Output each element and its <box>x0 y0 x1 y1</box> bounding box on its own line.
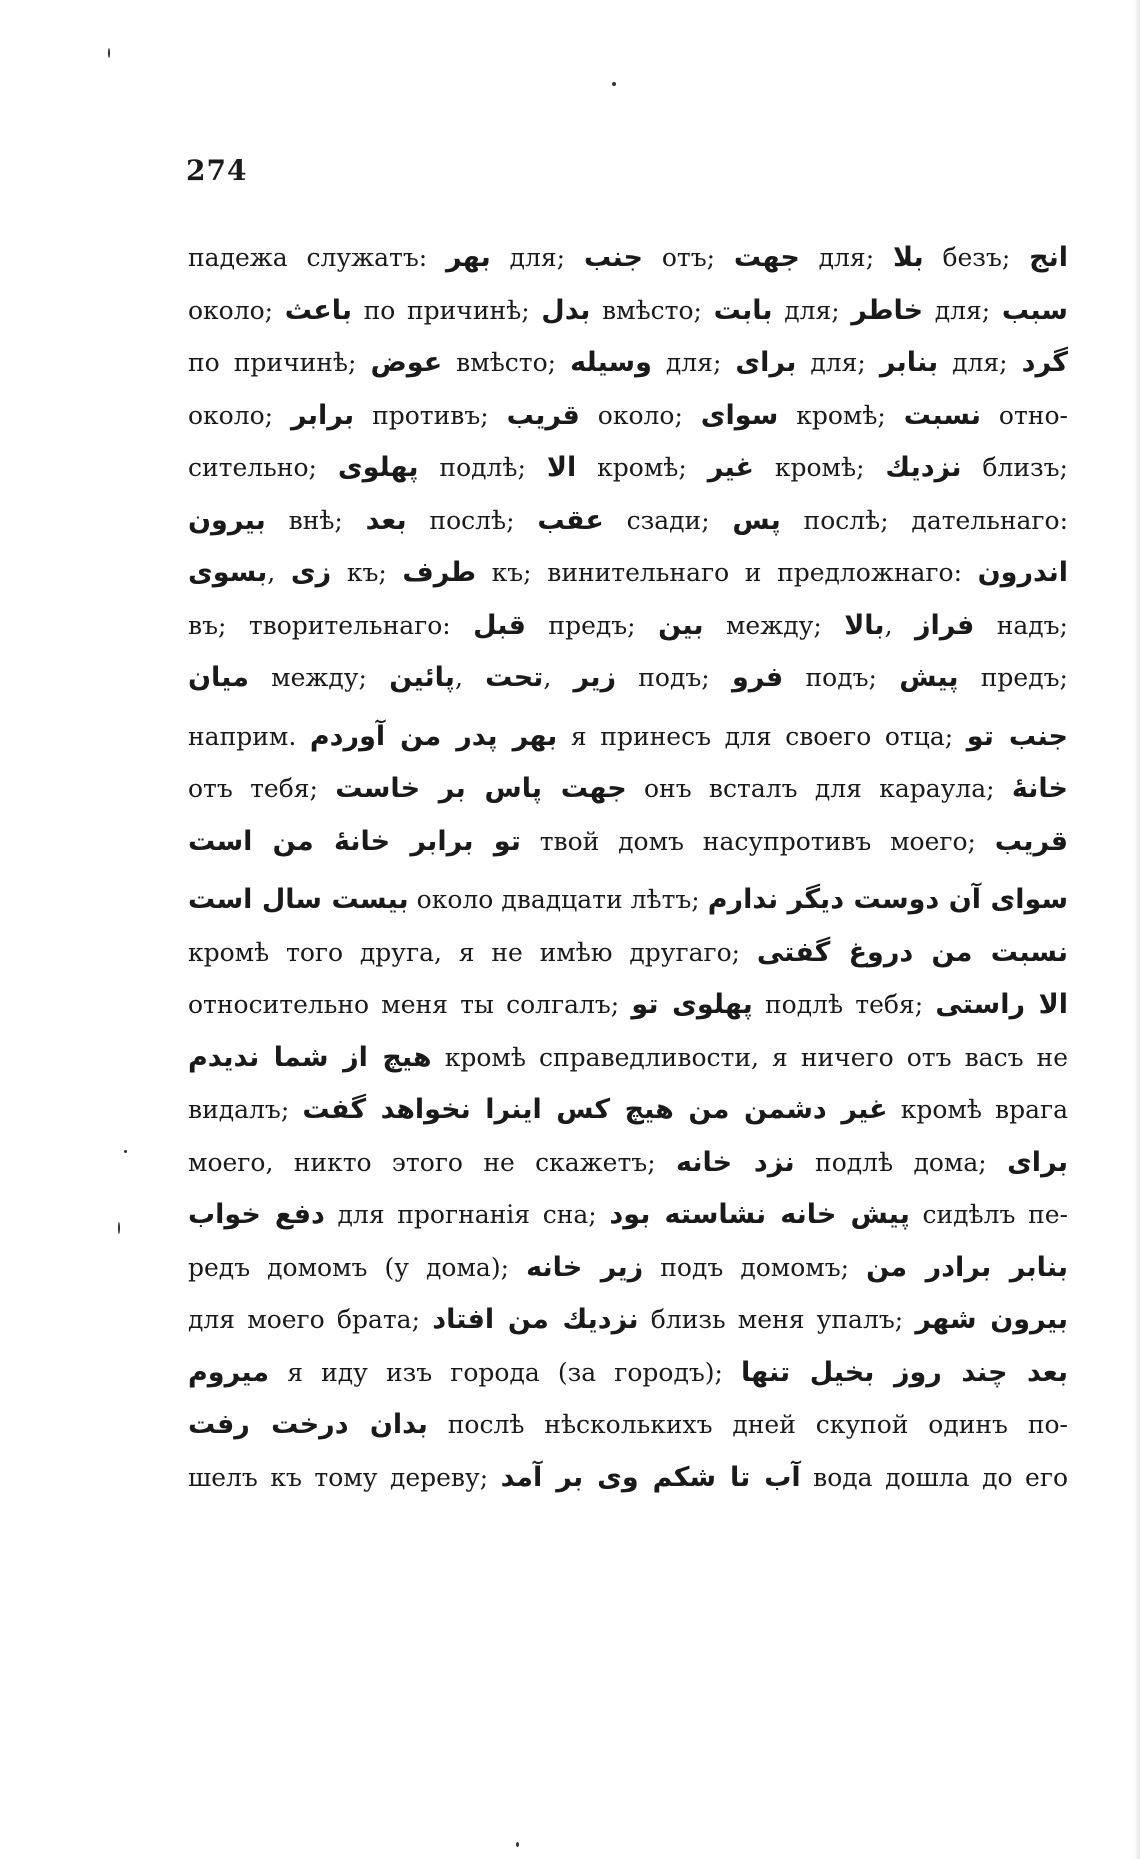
arabic-segment: گرد <box>1021 347 1068 378</box>
arabic-segment: آب تا شكم وى بر آمد <box>500 1461 801 1493</box>
russian-segment: для; <box>772 295 852 325</box>
arabic-segment: فراز <box>914 609 975 641</box>
russian-segment: для; <box>796 348 880 377</box>
arabic-segment: برابر <box>291 399 355 431</box>
russian-segment: подлѣ; <box>418 453 547 482</box>
russian-segment: я принесъ для своего отца; <box>557 721 967 751</box>
russian-segment: для; <box>651 348 736 377</box>
russian-segment: подлѣ тебя; <box>752 990 936 1019</box>
russian-segment: близъ; <box>961 453 1068 482</box>
russian-segment: между; <box>703 610 845 640</box>
arabic-segment: پس <box>732 504 781 536</box>
arabic-segment: زى <box>290 557 332 588</box>
arabic-segment: بعد چند روز بخيل تنها <box>741 1356 1068 1388</box>
text-line <box>188 1032 1068 1085</box>
russian-segment: предъ; <box>525 610 659 640</box>
arabic-segment: باعث <box>284 294 353 326</box>
russian-segment: сзади; <box>603 505 733 535</box>
arabic-segment: بيرون شهر <box>915 1304 1068 1335</box>
arabic-segment: عوض <box>370 347 443 378</box>
russian-segment: для прогнанія сна; <box>324 1200 610 1229</box>
arabic-segment: طرف <box>402 557 477 588</box>
russian-segment: кромѣ справедливости, я ничего отъ васъ не <box>431 1042 1068 1072</box>
arabic-segment: بنابر برادر من <box>866 1251 1068 1283</box>
page-edge-shadow <box>1134 0 1140 1859</box>
text-line <box>188 547 1068 600</box>
arabic-segment: اندرون <box>977 557 1068 588</box>
text-line <box>188 1347 1068 1400</box>
arabic-segment: بهر <box>446 242 491 273</box>
arabic-segment: بسوى <box>188 557 268 588</box>
text-line <box>188 442 1068 495</box>
russian-segment: подъ домомъ; <box>643 1252 867 1282</box>
text-line <box>188 816 1068 869</box>
text-line <box>188 979 1068 1032</box>
russian-segment: шелъ къ тому дереву; <box>188 1462 501 1492</box>
arabic-segment: سواى آن دوست ديگر ندارم <box>707 884 1068 915</box>
arabic-segment: بين <box>658 609 704 641</box>
arabic-segment: پائين <box>389 662 455 693</box>
russian-segment: сидѣлъ пе- <box>909 1200 1068 1229</box>
russian-segment: твой домъ насупротивъ моего; <box>520 826 995 856</box>
text-line <box>188 763 1068 816</box>
russian-segment: вода дошла до его <box>800 1462 1068 1492</box>
russian-segment: послѣ; <box>406 505 538 535</box>
text-line <box>188 337 1068 390</box>
russian-segment: около; <box>188 400 292 430</box>
arabic-segment: تحت <box>485 662 544 693</box>
russian-segment: внѣ; <box>265 505 366 535</box>
russian-segment: , <box>884 610 915 640</box>
arabic-segment: پيش <box>899 662 959 693</box>
text-line <box>188 1189 1068 1242</box>
russian-segment: относительно меня ты солгалъ; <box>188 990 632 1019</box>
arabic-segment: بنابر <box>879 347 939 378</box>
russian-segment: я иду изъ города (за городъ); <box>269 1357 742 1387</box>
russian-segment: , <box>543 663 574 692</box>
text-line <box>188 1242 1068 1295</box>
arabic-segment: قريب <box>994 825 1068 857</box>
arabic-segment: جهت پاس بر خاست <box>335 773 627 804</box>
scan-speck <box>108 48 110 58</box>
russian-segment: кромѣ; <box>753 453 886 482</box>
russian-segment: , <box>454 663 486 692</box>
text-line <box>188 1399 1068 1452</box>
russian-segment: надъ; <box>974 610 1068 640</box>
russian-segment: сительно; <box>188 453 338 482</box>
text-line <box>188 874 1068 927</box>
russian-segment: кромѣ; <box>576 453 708 482</box>
text-line <box>188 390 1068 443</box>
text-line <box>188 1452 1068 1505</box>
arabic-segment: عقب <box>537 504 604 536</box>
arabic-segment: بهر پدر من آوردم <box>309 720 558 752</box>
russian-segment: падежа служатъ: <box>188 243 447 272</box>
russian-segment: для; <box>923 295 1002 325</box>
arabic-segment: بلا <box>892 242 924 273</box>
arabic-segment: وسيله <box>570 347 652 378</box>
arabic-segment: بالا <box>844 609 885 641</box>
arabic-segment: پيش خانه نشاسته بود <box>609 1199 910 1230</box>
russian-segment: для; <box>799 243 893 272</box>
russian-segment: подъ; <box>783 663 900 692</box>
scan-speck <box>124 1150 127 1153</box>
russian-segment: вмѣсто; <box>442 348 571 377</box>
russian-segment: послѣ нѣсколькихъ дней скупой одинъ по- <box>427 1410 1068 1439</box>
arabic-segment: جهت <box>733 242 800 273</box>
russian-segment: предъ; <box>958 663 1068 692</box>
text-line <box>188 600 1068 653</box>
text-line <box>188 652 1068 705</box>
arabic-segment: نزديك <box>885 452 962 483</box>
russian-segment: безъ; <box>923 243 1030 272</box>
russian-segment: по причинѣ; <box>352 295 542 325</box>
arabic-segment: الا راستى <box>935 989 1068 1020</box>
text-line <box>188 1294 1068 1347</box>
scan-speck <box>612 82 616 86</box>
russian-segment: отъ; <box>643 243 734 272</box>
russian-segment: къ; винительнаго и предложнаго: <box>476 558 978 587</box>
arabic-segment: پهلوى <box>337 452 419 483</box>
russian-segment: , <box>267 558 291 587</box>
scan-speck <box>118 1222 120 1234</box>
russian-segment: для моего брата; <box>188 1305 433 1334</box>
arabic-segment: سبب <box>1001 294 1068 326</box>
arabic-segment: قبل <box>473 609 526 641</box>
arabic-segment: بيرون <box>188 504 266 536</box>
arabic-segment: سواى <box>700 399 779 431</box>
arabic-segment: غير دشمن من هيچ كس اينرا نخواهد گفت <box>302 1094 888 1125</box>
arabic-segment: پهلوى تو <box>631 989 753 1020</box>
arabic-segment: براى <box>735 347 797 378</box>
text-line <box>188 1137 1068 1190</box>
russian-segment: подъ; <box>616 663 732 692</box>
arabic-segment: زير خانه <box>526 1251 644 1283</box>
body-text <box>188 232 1068 1504</box>
arabic-segment: جنب تو <box>966 720 1068 752</box>
arabic-segment: هيچ از شما نديدم <box>188 1041 432 1073</box>
arabic-segment: غير <box>707 452 754 483</box>
arabic-segment: بعد <box>365 504 407 536</box>
arabic-segment: جنب <box>583 242 644 273</box>
text-line <box>188 285 1068 338</box>
arabic-segment: نزديك من افتاد <box>432 1304 639 1335</box>
russian-segment: кромѣ того друга, я не имѣю другаго; <box>188 937 757 967</box>
russian-segment: кромѣ врага <box>887 1095 1068 1124</box>
text-line <box>188 927 1068 980</box>
russian-segment: для; <box>490 243 584 272</box>
arabic-segment: الا <box>546 452 577 483</box>
text-line <box>188 232 1068 285</box>
russian-segment: по причинѣ; <box>188 348 371 377</box>
arabic-segment: انج <box>1029 242 1068 273</box>
arabic-segment: براى <box>1007 1146 1068 1178</box>
arabic-segment: نسبت <box>903 399 981 431</box>
arabic-segment: نسبت من دروغ گفتى <box>756 936 1068 968</box>
arabic-segment: بيست سال است <box>188 884 409 915</box>
text-line <box>188 711 1068 764</box>
russian-segment: около; <box>188 295 285 325</box>
russian-segment: отъ тебя; <box>188 774 336 803</box>
russian-segment: редъ домомъ (у дома); <box>188 1252 527 1282</box>
russian-segment: вмѣсто; <box>590 295 714 325</box>
russian-segment: отно- <box>981 400 1068 430</box>
arabic-segment: خاطر <box>851 294 924 326</box>
russian-segment: моего, никто этого не скажетъ; <box>188 1147 676 1177</box>
arabic-segment: بدل <box>541 294 591 326</box>
russian-segment: около двадцати лѣтъ; <box>408 885 708 914</box>
text-line <box>188 1084 1068 1137</box>
arabic-segment: نزد خانه <box>675 1146 795 1178</box>
russian-segment: близь меня упалъ; <box>638 1305 916 1334</box>
russian-segment: наприм. <box>188 721 310 751</box>
russian-segment: противъ; <box>354 400 507 430</box>
arabic-segment: ميروم <box>188 1356 270 1388</box>
russian-segment: онъ всталъ для караула; <box>626 774 1012 803</box>
russian-segment: въ; творительнаго: <box>188 610 474 640</box>
arabic-segment: زير <box>573 662 617 693</box>
page-number: 274 <box>186 154 248 187</box>
text-line <box>188 495 1068 548</box>
arabic-segment: ميان <box>188 662 249 693</box>
arabic-segment: بابت <box>713 294 773 326</box>
arabic-segment: فرو <box>731 662 784 693</box>
arabic-segment: قريب <box>506 399 580 431</box>
arabic-segment: بدان درخت رفت <box>188 1409 428 1440</box>
arabic-segment: تو برابر خانهٔ من است <box>188 825 521 857</box>
arabic-segment: خانهٔ <box>1011 773 1068 804</box>
russian-segment: подлѣ дома; <box>794 1147 1008 1177</box>
russian-segment: къ; <box>331 558 403 587</box>
russian-segment: для; <box>938 348 1022 377</box>
arabic-segment: دفع خواب <box>188 1199 325 1230</box>
russian-segment: около; <box>579 400 701 430</box>
scan-speck <box>516 1842 519 1847</box>
russian-segment: кромѣ; <box>778 400 904 430</box>
russian-segment: послѣ; дательнаго: <box>780 505 1068 535</box>
russian-segment: видалъ; <box>188 1095 303 1124</box>
russian-segment: между; <box>248 663 390 692</box>
